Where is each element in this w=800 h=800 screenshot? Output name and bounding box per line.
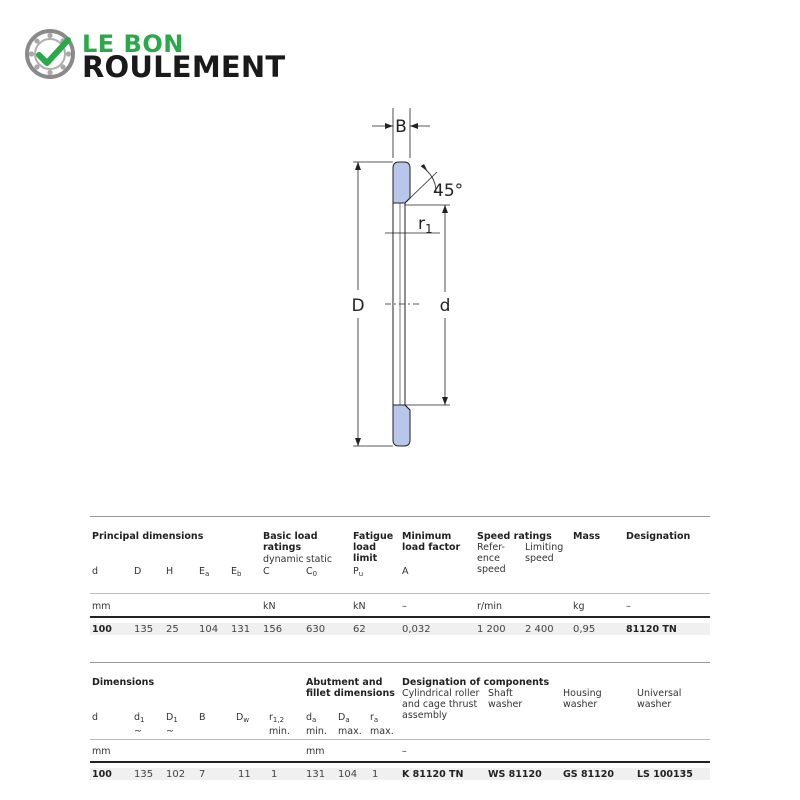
washer-section-top bbox=[393, 162, 410, 203]
value-limiting-speed: 2 400 bbox=[525, 624, 554, 635]
value-ra: 1 bbox=[372, 769, 379, 780]
header-abutment-fillet: Abutment and fillet dimensions bbox=[306, 677, 395, 699]
value-d: 100 bbox=[92, 624, 112, 635]
value-cylindrical-roller: K 81120 TN bbox=[402, 769, 464, 780]
value-Pu: 62 bbox=[353, 624, 366, 635]
header-fatigue-load-limit: Fatigue load limit bbox=[353, 531, 394, 564]
header-designation-components: Designation of components bbox=[402, 677, 550, 688]
symbol-Eb: $E_b$ bbox=[231, 566, 242, 578]
symbol-r12: $r_{1,2}$ min. bbox=[269, 712, 290, 737]
label-B: B bbox=[395, 117, 407, 137]
symbol-D: D bbox=[134, 566, 142, 577]
subheader-limiting-speed: Limiting speed bbox=[525, 542, 564, 564]
unit-dash: – bbox=[626, 601, 631, 612]
unit-kN: kN bbox=[263, 601, 276, 612]
components-table bbox=[90, 662, 710, 786]
value-Ea: 104 bbox=[199, 624, 219, 635]
symbol-D1: $D_1$ ~ bbox=[166, 712, 178, 737]
value-housing-washer: GS 81120 bbox=[563, 769, 614, 780]
symbol-d: d bbox=[92, 712, 99, 723]
value-B: 7 bbox=[199, 769, 206, 780]
header-designation: Designation bbox=[626, 531, 691, 542]
header-speed-ratings: Speed ratings bbox=[477, 531, 552, 542]
symbol-C0: $C_0$ bbox=[306, 566, 318, 578]
subheader-housing-washer: Housing washer bbox=[563, 688, 602, 710]
value-reference-speed: 1 200 bbox=[477, 624, 506, 635]
unit-mm: mm bbox=[92, 601, 111, 612]
bearing-spec-table bbox=[90, 516, 710, 641]
value-shaft-washer: WS 81120 bbox=[488, 769, 542, 780]
symbol-Ea: $E_a$ bbox=[199, 566, 210, 578]
subheader-static: static bbox=[306, 554, 333, 565]
washer-drawing bbox=[0, 100, 800, 470]
symbol-A: A bbox=[402, 566, 409, 577]
value-designation: 81120 TN bbox=[626, 624, 677, 635]
subheader-dynamic: dynamic bbox=[263, 554, 304, 565]
value-Dw: 11 bbox=[238, 769, 251, 780]
unit-dash: – bbox=[402, 746, 407, 757]
symbol-Pu: $P_u$ bbox=[353, 566, 364, 578]
header-dimensions: Dimensions bbox=[92, 677, 155, 688]
unit-mm: mm bbox=[306, 746, 325, 757]
label-r1: $r_1$ bbox=[418, 214, 433, 236]
unit-mm: mm bbox=[92, 746, 111, 757]
logo-text-bottom: ROULEMENT bbox=[82, 50, 286, 84]
value-D: 135 bbox=[134, 624, 154, 635]
subheader-reference-speed: Refer- ence speed bbox=[477, 542, 506, 575]
header-principal-dimensions: Principal dimensions bbox=[92, 531, 204, 542]
symbol-ra: $r_a$ max. bbox=[370, 712, 394, 737]
symbol-B: B bbox=[199, 712, 206, 723]
unit-kg: kg bbox=[573, 601, 585, 612]
bearing-check-icon bbox=[24, 28, 76, 80]
symbol-C: C bbox=[263, 566, 270, 577]
label-D: D bbox=[351, 296, 365, 316]
unit-dash: – bbox=[402, 601, 407, 612]
washer-section-bottom bbox=[393, 405, 410, 446]
label-d: d bbox=[439, 296, 451, 316]
symbol-da: $d_a$ min. bbox=[306, 712, 327, 737]
unit-rpm: r/min bbox=[477, 601, 503, 612]
header-mass: Mass bbox=[573, 531, 601, 542]
value-d1: 135 bbox=[134, 769, 154, 780]
header-basic-load-ratings: Basic load ratings bbox=[263, 531, 318, 553]
brand-logo bbox=[24, 28, 304, 84]
value-Da: 104 bbox=[338, 769, 358, 780]
subheader-cylindrical-roller: Cylindrical roller and cage thrust assembly bbox=[402, 688, 480, 721]
value-Eb: 131 bbox=[231, 624, 251, 635]
symbol-d1: $d_1$ ~ bbox=[134, 712, 145, 737]
symbol-H: H bbox=[166, 566, 174, 577]
value-C0: 630 bbox=[306, 624, 326, 635]
value-C: 156 bbox=[263, 624, 283, 635]
subheader-shaft-washer: Shaft washer bbox=[488, 688, 523, 710]
header-minimum-load-factor: Minimum load factor bbox=[402, 531, 461, 553]
value-universal-washer: LS 100135 bbox=[637, 769, 693, 780]
unit-kN: kN bbox=[353, 601, 366, 612]
symbol-Dw: $D_w$ bbox=[236, 712, 250, 724]
subheader-universal-washer: Universal washer bbox=[637, 688, 682, 710]
value-H: 25 bbox=[166, 624, 179, 635]
value-mass: 0,95 bbox=[573, 624, 596, 635]
value-da: 131 bbox=[306, 769, 326, 780]
logo-text-top: LE BON bbox=[82, 30, 184, 58]
label-45-degrees: 45° bbox=[433, 181, 464, 201]
value-D1: 102 bbox=[166, 769, 186, 780]
symbol-d: d bbox=[92, 566, 99, 577]
value-r12: 1 bbox=[271, 769, 278, 780]
value-d: 100 bbox=[92, 769, 112, 780]
value-A: 0,032 bbox=[402, 624, 431, 635]
symbol-Da: $D_a$ max. bbox=[338, 712, 362, 737]
